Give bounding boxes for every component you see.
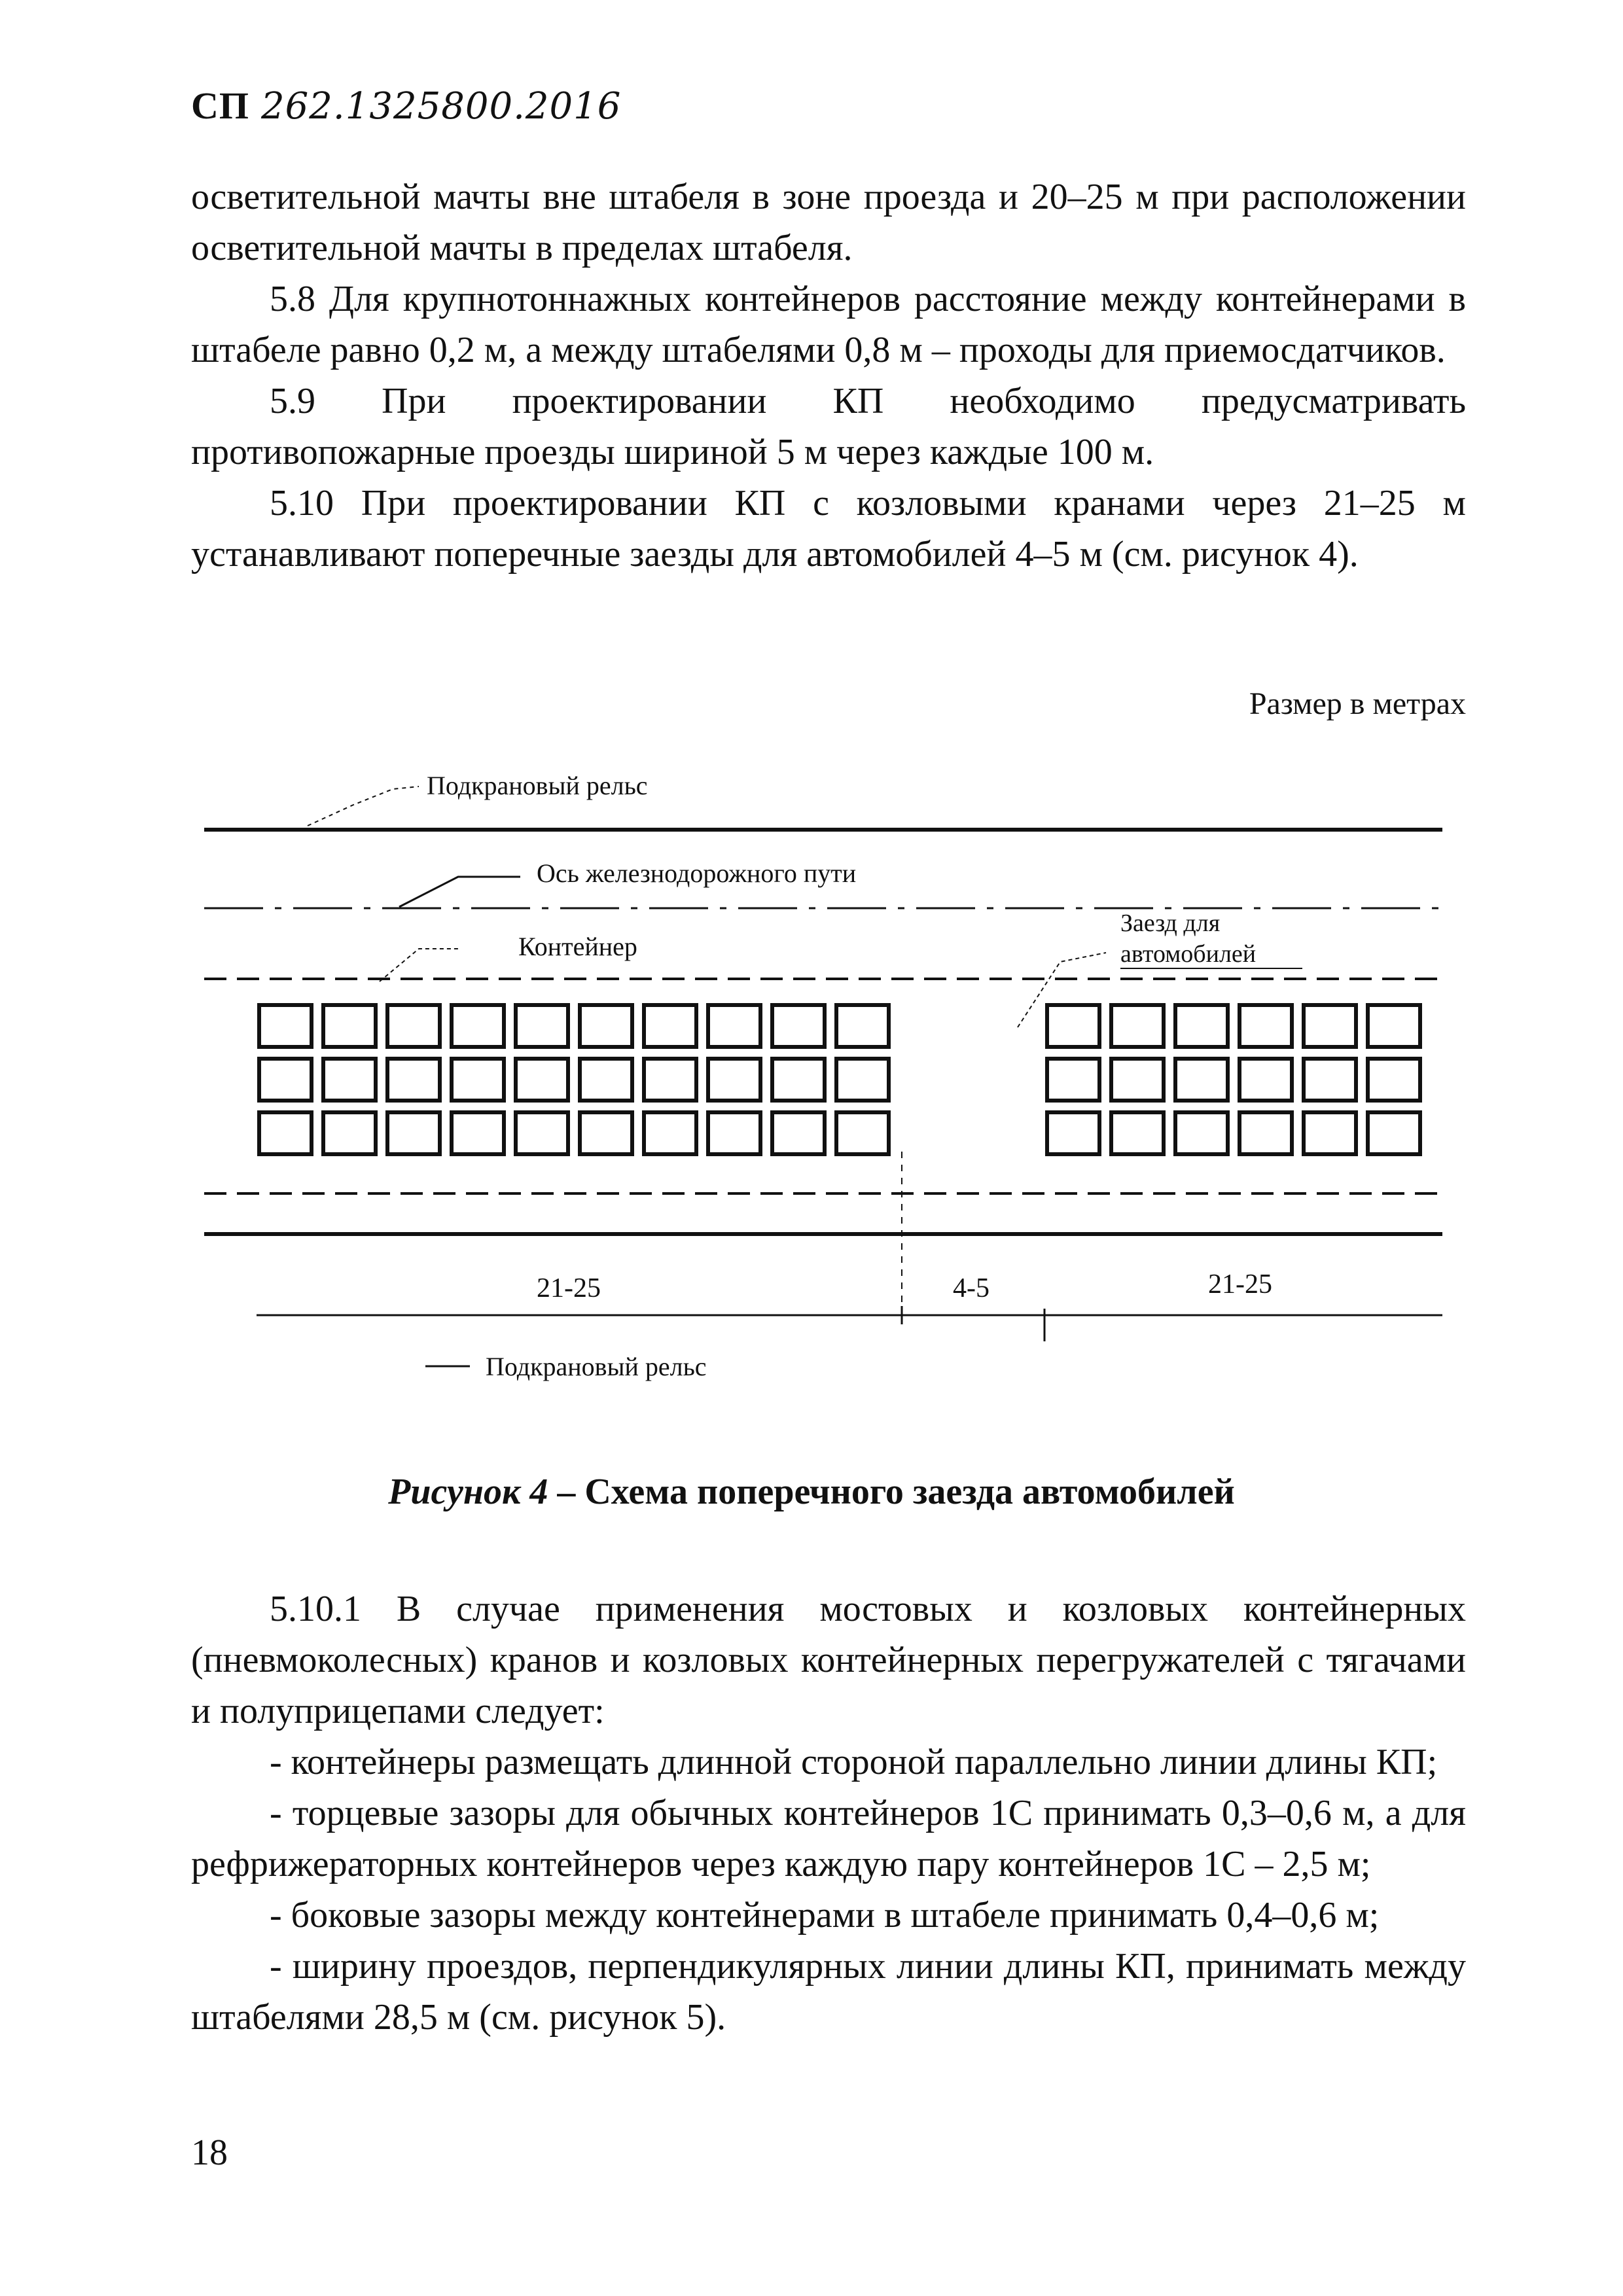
container-box: [259, 1005, 312, 1047]
container-box: [516, 1005, 568, 1047]
container-box: [644, 1059, 696, 1101]
container-box: [1368, 1005, 1420, 1047]
bottom-text-block: [191, 1583, 1466, 2043]
figure-4-diagram: [0, 746, 1623, 1413]
container-box: [1175, 1059, 1228, 1101]
document-code: [191, 84, 621, 128]
list-item-side-gaps: - боковые зазоры между контейнерами в штабеле принимать 0,4–0,6 м;: [270, 1895, 1380, 1935]
container-box: [772, 1112, 825, 1154]
top-text-block: [191, 171, 1466, 580]
dimension-middle: 4-5: [953, 1273, 990, 1303]
container-box: [259, 1059, 312, 1101]
paragraph-5-8: 5.8 Для крупнотоннажных контейнеров расстояние между контейнерами в штабеле равно 0,2 м, а между штабелями 0,8 м – проходы для приемосдатчиков.: [191, 279, 1466, 370]
container-box: [323, 1005, 376, 1047]
container-box: [580, 1059, 632, 1101]
caption-prefix: Рисунок 4: [388, 1472, 548, 1512]
label-rail-axis: Ось железнодорожного пути: [537, 858, 857, 888]
paragraph-5-10-1: 5.10.1 В случае применения мостовых и козловых контейнерных (пневмоколесных) кранов и козловых контейнерных перегружателей с тягачами и полуприцепами следует:: [191, 1589, 1466, 1731]
leader-rail-axis: [399, 877, 520, 907]
paragraph-continuation: осветительной мачты вне штабеля в зоне проезда и 20–25 м при расположении осветительной мачты в пределах штабеля.: [191, 177, 1466, 268]
container-box: [644, 1005, 696, 1047]
container-box: [452, 1059, 504, 1101]
container-box: [387, 1112, 440, 1154]
container-box: [1047, 1005, 1099, 1047]
label-entry-line2: автомобилей: [1120, 940, 1257, 968]
container-box: [1047, 1059, 1099, 1101]
container-box: [1368, 1059, 1420, 1101]
container-box: [1240, 1005, 1292, 1047]
container-box: [708, 1005, 760, 1047]
paragraph-5-10: 5.10 При проектировании КП с козловыми кранами через 21–25 м устанавливают поперечные заезды для автомобилей 4–5 м (см. рисунок 4).: [191, 483, 1466, 574]
container-box: [259, 1112, 312, 1154]
container-box: [387, 1059, 440, 1101]
paragraph-5-9: 5.9 При проектировании КП необходимо предусматривать противопожарные проезды шириной 5 м через каждые 100 м.: [191, 381, 1466, 472]
container-box: [1304, 1112, 1356, 1154]
leader-entry: [1018, 953, 1106, 1027]
caption-dash: –: [548, 1472, 585, 1512]
container-box: [1111, 1005, 1164, 1047]
container-box: [580, 1112, 632, 1154]
caption-title: Схема поперечного заезда автомобилей: [584, 1472, 1235, 1512]
container-box: [1175, 1005, 1228, 1047]
container-box: [323, 1112, 376, 1154]
page-number: 18: [191, 2132, 228, 2173]
container-box: [580, 1005, 632, 1047]
handwritten-number: 262.1325800.2016: [261, 85, 622, 128]
container-box: [1175, 1112, 1228, 1154]
container-box: [708, 1112, 760, 1154]
container-box: [772, 1005, 825, 1047]
container-box: [452, 1005, 504, 1047]
figure-caption: [0, 1471, 1623, 1513]
container-box: [1240, 1059, 1292, 1101]
container-box: [1304, 1059, 1356, 1101]
container-box: [644, 1112, 696, 1154]
label-container: Контейнер: [518, 932, 637, 961]
container-box: [1304, 1005, 1356, 1047]
container-box: [387, 1005, 440, 1047]
container-box: [708, 1059, 760, 1101]
dimension-right: 21-25: [1208, 1269, 1272, 1299]
container-box: [836, 1005, 889, 1047]
units-note: Размер в метрах: [1249, 686, 1466, 721]
leader-crane-rail-top: [308, 786, 419, 826]
list-item-orientation: - контейнеры размещать длинной стороной параллельно линии длины КП;: [270, 1742, 1438, 1782]
container-box: [452, 1112, 504, 1154]
container-stack-left: [259, 1005, 889, 1154]
container-box: [516, 1112, 568, 1154]
container-box: [1111, 1112, 1164, 1154]
container-box: [1240, 1112, 1292, 1154]
label-crane-rail-top: Подкрановый рельс: [427, 771, 648, 800]
container-box: [516, 1059, 568, 1101]
label-entry-line1: Заезд для: [1120, 910, 1221, 937]
code-prefix: СП: [191, 84, 249, 127]
label-crane-rail-bottom: Подкрановый рельс: [486, 1352, 707, 1381]
list-item-passage-width: - ширину проездов, перпендикулярных линии длины КП, принимать между штабелями 28,5 м (см. рисунок 5).: [191, 1946, 1466, 2038]
container-box: [323, 1059, 376, 1101]
container-box: [1368, 1112, 1420, 1154]
container-stack-right: [1047, 1005, 1420, 1154]
leader-container: [380, 949, 458, 981]
container-box: [836, 1059, 889, 1101]
container-box: [1111, 1059, 1164, 1101]
container-box: [1047, 1112, 1099, 1154]
list-item-end-gaps: - торцевые зазоры для обычных контейнеров 1С принимать 0,3–0,6 м, а для рефрижераторных контейнеров через каждую пару контейнеров 1С – 2,5 м;: [191, 1793, 1466, 1884]
container-box: [836, 1112, 889, 1154]
container-box: [772, 1059, 825, 1101]
dimension-left: 21-25: [537, 1273, 601, 1303]
